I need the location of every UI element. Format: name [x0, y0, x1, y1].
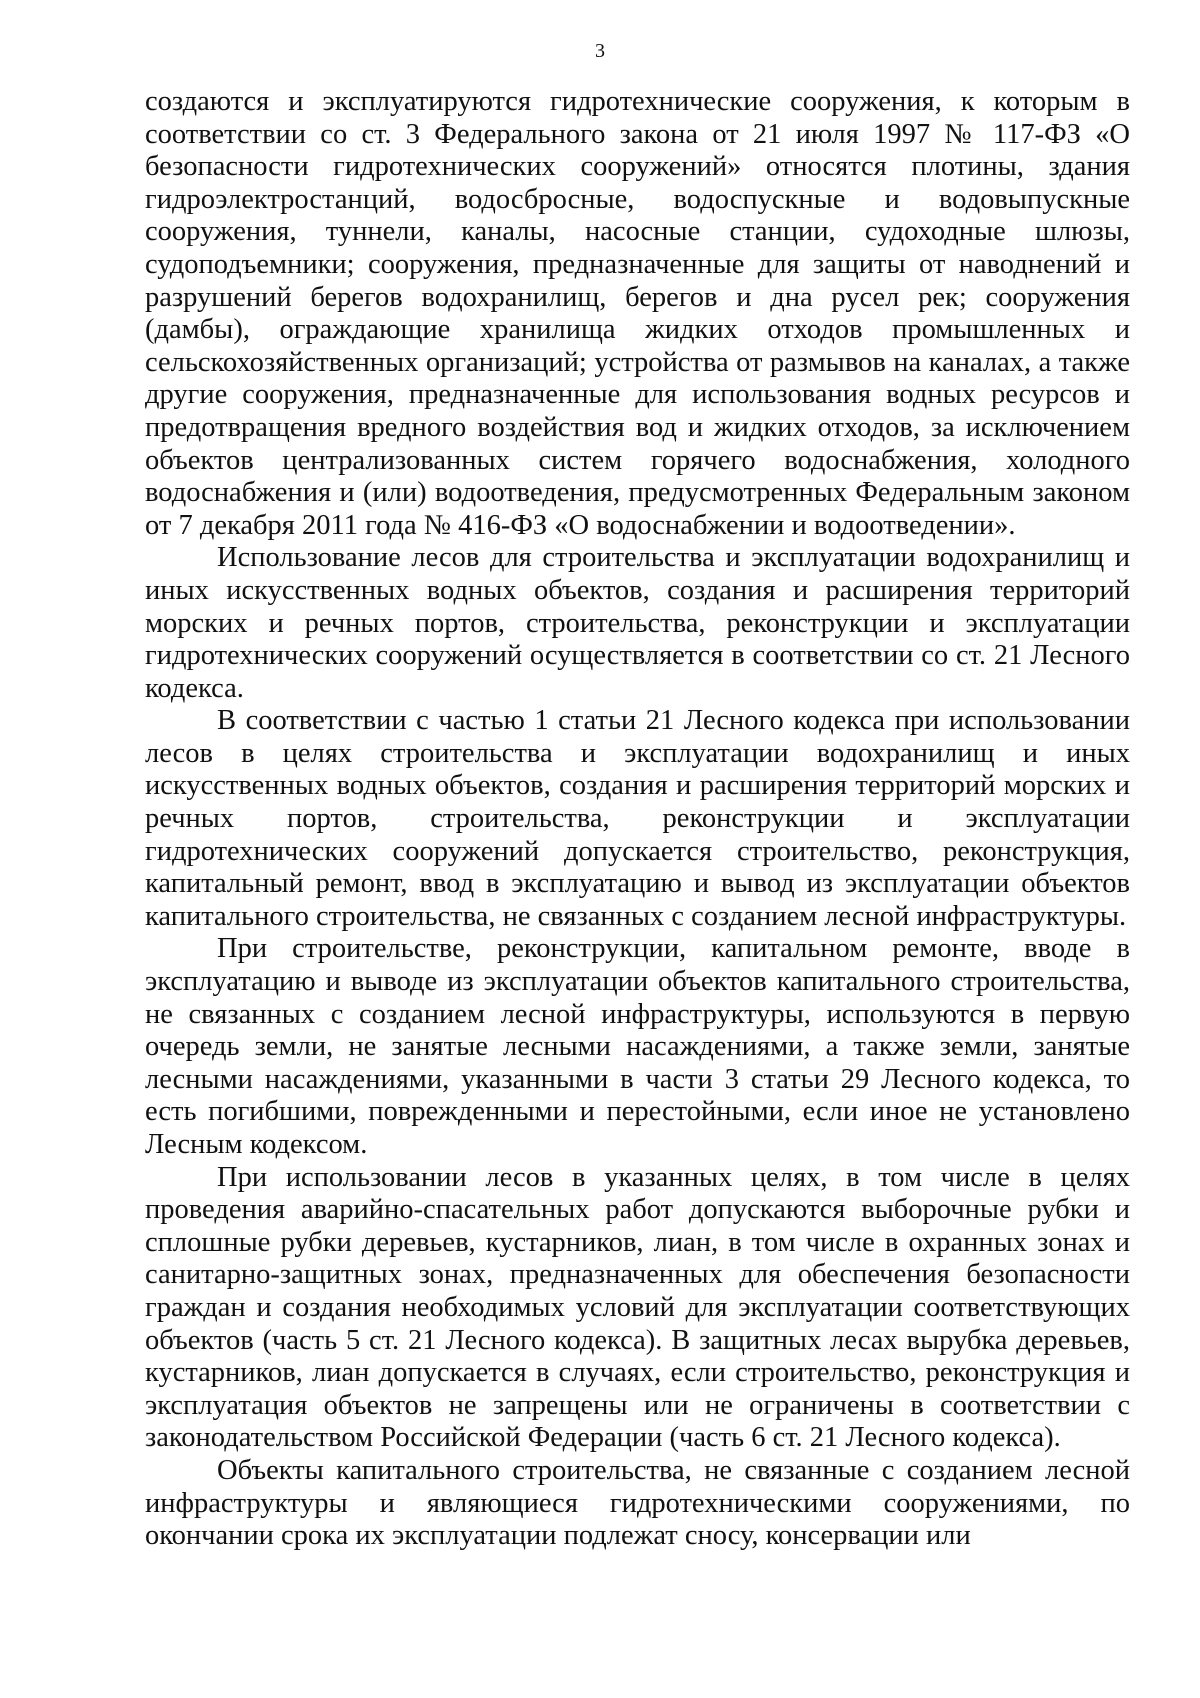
paragraph-continuation: создаются и эксплуатируются гидротехнические сооружения, к которым в соответствии со ст. 3 Федерального закона от 21 июля 1997 № 117-ФЗ «О безопасности гидротехнических сооружений» относятся плотины, здания гидроэлектростанций, водосбросные, водоспускные и водовыпускные сооружения, туннели, каналы, насосные станции, судоходные шлюзы, судоподъемники; сооружения, предназначенные для защиты от наводнений и разрушений берегов водохранилищ, берегов и дна русел рек; сооружения (дамбы), ограждающие хранилища жидких отходов промышленных и сельскохозяйственных организаций; устройства от размывов на каналах, а также другие сооружения, предназначенные для использования водных ресурсов и предотвращения вредного воздействия вод и жидких отходов, за исключением объектов централизованных систем горячего водоснабжения, холодного водоснабжения и (или) водоотведения, предусмотренных Федеральным законом от 7 декабря 2011 года № 416-ФЗ «О водоснабжении и водоотведении». [145, 86, 1130, 541]
paragraph-forest-use-hydro: Использование лесов для строительства и эксплуатации водохранилищ и иных искусственных водных объектов, создания и расширения территорий морских и речных портов, строительства, реконструкции и эксплуатации гидротехнических сооружений осуществляется в соответствии со ст. 21 Лесного кодекса. [145, 542, 1130, 704]
document-body [145, 86, 1130, 1553]
page-number: 3 [595, 40, 605, 62]
paragraph-logging-rules: При использовании лесов в указанных целях, в том числе в целях проведения аварийно-спасательных работ допускаются выборочные рубки и сплошные рубки деревьев, кустарников, лиан, в том числе в охранных зонах и санитарно-защитных зонах, предназначенных для обеспечения безопасности граждан и создания необходимых условий для эксплуатации соответствующих объектов (часть 5 ст. 21 Лесного кодекса). В защитных лесах вырубка деревьев, кустарников, лиан допускается в случаях, если строительство, реконструкция и эксплуатация объектов не запрещены или не ограничены в соответствии с законодательством Российской Федерации (часть 6 ст. 21 Лесного кодекса). [145, 1161, 1130, 1454]
paragraph-article-21-part-1: В соответствии с частью 1 статьи 21 Лесного кодекса при использовании лесов в целях строительства и эксплуатации водохранилищ и иных искусственных водных объектов, создания и расширения территорий морских и речных портов, строительства, реконструкции и эксплуатации гидротехнических сооружений допускается строительство, реконструкция, капитальный ремонт, ввод в эксплуатацию и вывод из эксплуатации объектов капитального строительства, не связанных с созданием лесной инфраструктуры. [145, 705, 1130, 932]
paragraph-demolition: Объекты капитального строительства, не связанные с созданием лесной инфраструктуры и являющиеся гидротехническими сооружениями, по окончании срока их эксплуатации подлежат сносу, консервации или [145, 1454, 1130, 1552]
paragraph-construction-lands: При строительстве, реконструкции, капитальном ремонте, вводе в эксплуатацию и выводе из эксплуатации объектов капитального строительства, не связанных с созданием лесной инфраструктуры, используются в первую очередь земли, не занятые лесными насаждениями, а также земли, занятые лесными насаждениями, указанными в части 3 статьи 29 Лесного кодекса, то есть погибшими, поврежденными и перестойными, если иное не установлено Лесным кодексом. [145, 933, 1130, 1160]
